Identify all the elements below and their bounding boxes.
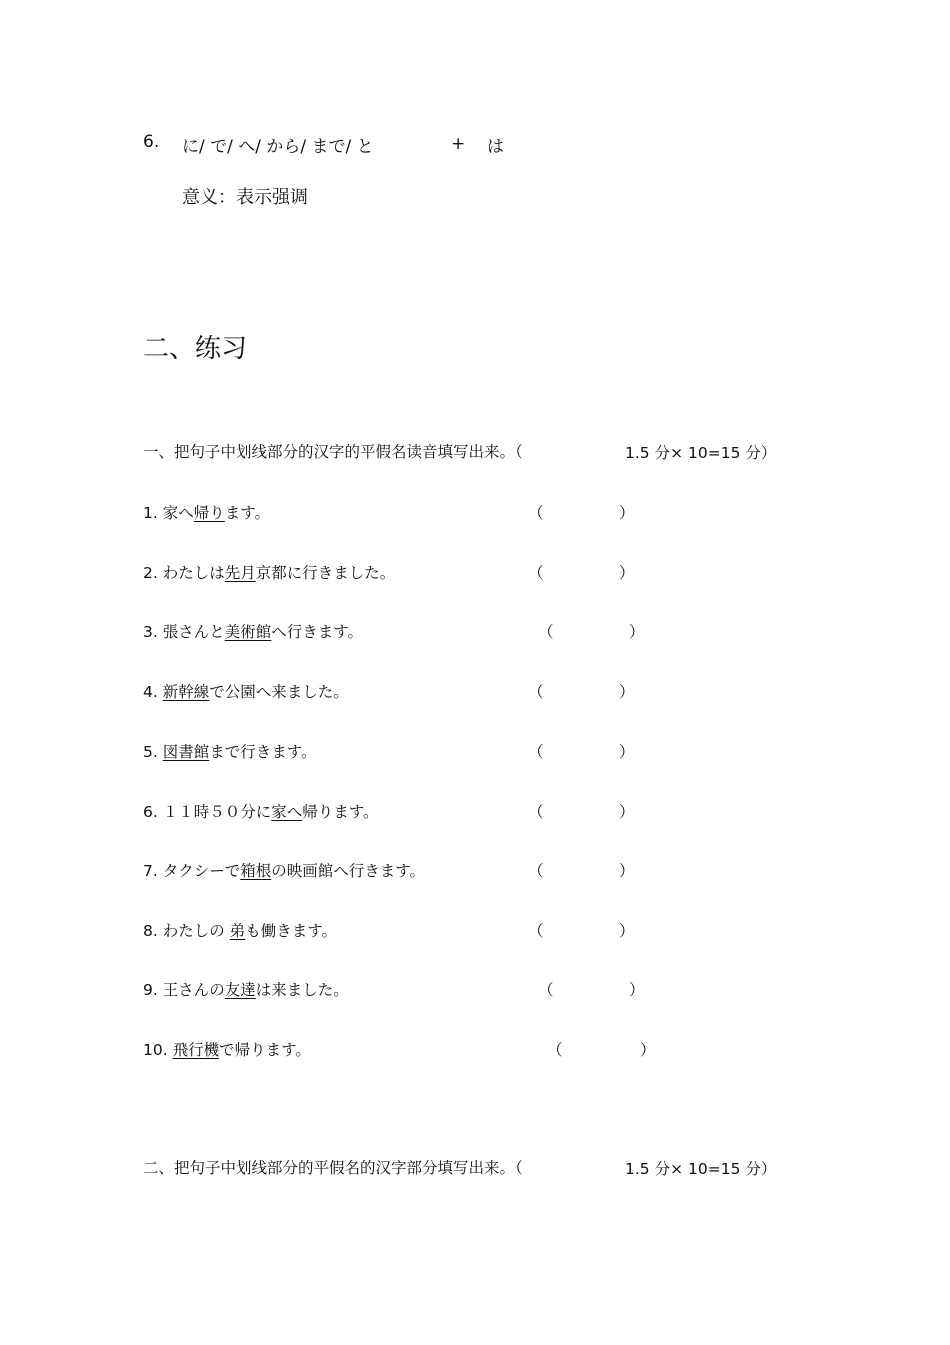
list-item xyxy=(143,919,337,941)
item-text-before: １１時５０分に xyxy=(162,803,272,821)
item-number: 9. xyxy=(143,981,158,999)
item-text-after: も働きます。 xyxy=(245,922,337,940)
item-text-after: へ行きます。 xyxy=(271,623,364,641)
answer-paren-open: （ xyxy=(528,743,544,761)
item-text-before: わたしは xyxy=(162,564,225,582)
item-underlined: 弟 xyxy=(229,922,246,940)
item-underlined: 家へ xyxy=(271,803,303,821)
answer-paren-close: ） xyxy=(619,862,635,880)
question1-title: 一、把句子中划线部分的汉字的平假名读音填写出来。（ xyxy=(143,443,523,461)
item-text-after: で公園へ来ました。 xyxy=(209,683,349,701)
grammar-plus-sign: + xyxy=(451,134,466,154)
item-underlined: 美術館 xyxy=(224,623,272,641)
list-item xyxy=(143,978,349,1000)
item-text-before: 張さんと xyxy=(162,623,225,641)
item-text-after: は来ました。 xyxy=(255,981,349,999)
list-item xyxy=(143,740,317,762)
item-text-before: 家へ xyxy=(162,504,194,522)
answer-paren-close: ） xyxy=(629,981,645,999)
answer-paren-open: （ xyxy=(528,862,544,880)
item-number: 6. xyxy=(143,803,158,821)
grammar-number: 6. xyxy=(143,132,160,152)
item-underlined: 飛行機 xyxy=(172,1041,220,1059)
item-underlined: 図書館 xyxy=(162,743,210,761)
item-number: 5. xyxy=(143,743,158,761)
item-text-after: 帰ります。 xyxy=(302,803,379,821)
item-text-before: タクシーで xyxy=(162,862,241,880)
answer-paren-close: ） xyxy=(619,504,635,522)
item-number: 10. xyxy=(143,1041,168,1059)
grammar-particles: に/ で/ へ/ から/ まで/ と xyxy=(182,137,374,157)
answer-paren-close: ） xyxy=(619,922,635,940)
item-text-before: わたしの xyxy=(162,922,230,940)
question2-score: 1.5 分× 10=15 分） xyxy=(625,1160,777,1178)
answer-paren-close: ） xyxy=(629,623,645,641)
item-number: 3. xyxy=(143,623,158,641)
list-item xyxy=(143,1038,311,1060)
item-underlined: 新幹線 xyxy=(162,683,210,701)
item-number: 8. xyxy=(143,922,158,940)
item-number: 7. xyxy=(143,862,158,880)
item-underlined: 友達 xyxy=(224,981,256,999)
answer-paren-open: （ xyxy=(528,564,544,582)
list-item xyxy=(143,501,270,523)
answer-paren-open: （ xyxy=(528,683,544,701)
item-text-before: 王さんの xyxy=(162,981,225,999)
item-text-after: まで行きます。 xyxy=(209,743,317,761)
grammar-particle-wa: は xyxy=(487,137,504,157)
answer-paren-open: （ xyxy=(538,981,554,999)
question1-score: 1.5 分× 10=15 分） xyxy=(625,444,777,462)
list-item xyxy=(143,561,395,583)
question2-title: 二、把句子中划线部分的平假名的汉字部分填写出来。（ xyxy=(143,1159,523,1177)
answer-paren-open: （ xyxy=(538,623,554,641)
list-item xyxy=(143,680,349,702)
item-text-after: 京都に行きました。 xyxy=(255,564,396,582)
item-number: 1. xyxy=(143,504,158,522)
item-text-after: ます。 xyxy=(224,504,271,522)
answer-paren-open: （ xyxy=(528,922,544,940)
answer-paren-open: （ xyxy=(528,504,544,522)
list-item xyxy=(143,800,379,822)
list-item xyxy=(143,620,363,642)
item-text-after: で帰ります。 xyxy=(219,1041,311,1059)
item-underlined: 帰り xyxy=(193,504,225,522)
item-number: 2. xyxy=(143,564,158,582)
answer-paren-open: （ xyxy=(528,803,544,821)
section-title: 二、练习 xyxy=(143,334,248,364)
answer-paren-close: ） xyxy=(640,1041,656,1059)
item-text-after: の映画館へ行きます。 xyxy=(271,862,426,880)
item-underlined: 先月 xyxy=(224,564,256,582)
item-number: 4. xyxy=(143,683,158,701)
answer-paren-open: （ xyxy=(547,1041,563,1059)
grammar-meaning: 意义：表示强调 xyxy=(182,187,308,208)
answer-paren-close: ） xyxy=(619,683,635,701)
list-item xyxy=(143,859,425,881)
item-underlined: 箱根 xyxy=(240,862,272,880)
answer-paren-close: ） xyxy=(619,564,635,582)
answer-paren-close: ） xyxy=(619,803,635,821)
answer-paren-close: ） xyxy=(619,743,635,761)
